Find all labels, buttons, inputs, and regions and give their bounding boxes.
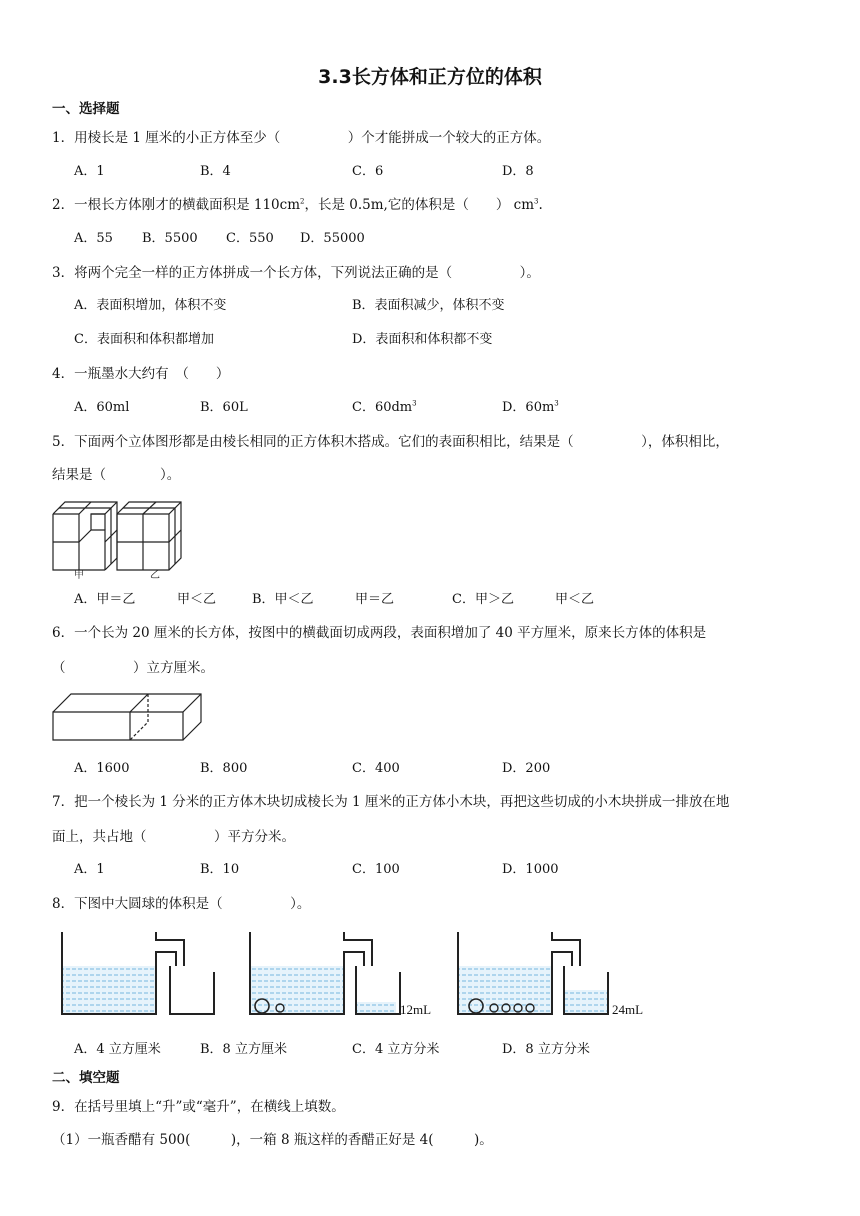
question-7-line-1: 7．把一个棱长为 1 分米的正方体木块切成棱长为 1 厘米的正方体小木块，再把这些切成的小木块拼成一排放在地 bbox=[52, 794, 730, 810]
q1-option-a[interactable]: A．1 bbox=[74, 164, 105, 179]
question-1-text: 1．用棱长是 1 厘米的小正方体至少（ ）个才能拼成一个较大的正方体。 bbox=[52, 130, 551, 146]
question-8-text: 8．下图中大圆球的体积是（ ）。 bbox=[52, 896, 311, 912]
q8-option-d[interactable]: D．8 立方分米 bbox=[502, 1042, 590, 1057]
q5-option-b-part2: 甲＝乙 bbox=[355, 592, 395, 607]
label-12ml: 12mL bbox=[400, 1002, 432, 1017]
label-24ml: 24mL bbox=[612, 1002, 644, 1017]
q5-option-a[interactable]: A．甲＝乙 bbox=[74, 592, 136, 607]
label-yi: 乙 bbox=[150, 570, 160, 581]
q7-option-b[interactable]: B．10 bbox=[200, 862, 240, 877]
question-3-text: 3．将两个完全一样的正方体拼成一个长方体，下列说法正确的是（ ）。 bbox=[52, 265, 540, 281]
q4-option-a[interactable]: A．60ml bbox=[74, 400, 130, 415]
q3-option-a[interactable]: A．表面积增加，体积不变 bbox=[74, 298, 227, 313]
q3-option-b[interactable]: B．表面积减少，体积不变 bbox=[352, 298, 505, 313]
q7-option-c[interactable]: C．100 bbox=[352, 862, 400, 877]
question-5-line-1: 5．下面两个立体图形都是由棱长相同的正方体积木搭成。它们的表面积相比，结果是（ ），体积相比， bbox=[52, 434, 729, 450]
q5-option-b[interactable]: B．甲＜乙 bbox=[252, 592, 314, 607]
question-2-text: 2．一根长方体刚才的横截面积是 $110cm^2$，长是 0.5m,它的体积是（ ） $cm^3$. bbox=[52, 197, 543, 213]
question-6-line-1: 6．一个长为 20 厘米的长方体，按图中的横截面切成两段，表面积增加了 40 平方厘米，原来长方体的体积是 bbox=[52, 625, 707, 641]
q2-option-a[interactable]: A．55 bbox=[74, 231, 113, 246]
q4-option-b[interactable]: B．60L bbox=[200, 400, 248, 415]
q6-option-a[interactable]: A．1600 bbox=[74, 761, 130, 776]
section-heading-fill: 二、填空题 bbox=[52, 1070, 120, 1086]
section-heading-choice: 一、选择题 bbox=[52, 101, 120, 117]
question-5-line-2: 结果是（ ）。 bbox=[52, 467, 181, 483]
question-9-sub-1: （1）一瓶香醋有 500( )，一箱 8 瓶这样的香醋正好是 4( )。 bbox=[52, 1132, 493, 1148]
q4-option-c[interactable]: C．$60dm^3$ bbox=[352, 399, 417, 415]
q5-option-c[interactable]: C．甲＞乙 bbox=[452, 592, 514, 607]
q2-option-d[interactable]: D．55000 bbox=[300, 231, 365, 246]
q5-option-c-part2: 甲＜乙 bbox=[555, 592, 595, 607]
q3-option-c[interactable]: C．表面积和体积都增加 bbox=[74, 332, 214, 347]
q7-option-d[interactable]: D．1000 bbox=[502, 862, 559, 877]
q2-option-c[interactable]: C．550 bbox=[226, 231, 274, 246]
q1-option-b[interactable]: B．4 bbox=[200, 164, 231, 179]
q1-option-c[interactable]: C．6 bbox=[352, 164, 384, 179]
overflow-cup-experiment-figure bbox=[60, 930, 660, 1020]
q8-option-b[interactable]: B．8 立方厘米 bbox=[200, 1042, 287, 1057]
cube-figures-jia-yi bbox=[50, 498, 180, 581]
q3-option-d[interactable]: D．表面积和体积都不变 bbox=[352, 332, 493, 347]
question-6-line-2: （ ）立方厘米。 bbox=[52, 660, 214, 676]
q4-option-d[interactable]: D．$60m^3$ bbox=[502, 399, 559, 415]
page-title: 3.3长方体和正方位的体积 bbox=[318, 66, 542, 88]
q1-option-d[interactable]: D．8 bbox=[502, 164, 534, 179]
q6-option-b[interactable]: B．800 bbox=[200, 761, 248, 776]
question-9-text: 9．在括号里填上“升”或“毫升”，在横线上填数。 bbox=[52, 1099, 345, 1115]
q2-option-b[interactable]: B．5500 bbox=[142, 231, 198, 246]
question-4-text: 4．一瓶墨水大约有 （ ） bbox=[52, 366, 230, 382]
q8-option-c[interactable]: C．4 立方分米 bbox=[352, 1042, 440, 1057]
question-7-line-2: 面上，共占地（ ）平方分米。 bbox=[52, 829, 295, 845]
q6-option-d[interactable]: D．200 bbox=[502, 761, 551, 776]
q7-option-a[interactable]: A．1 bbox=[74, 862, 105, 877]
q8-option-a[interactable]: A．4 立方厘米 bbox=[74, 1042, 161, 1057]
q5-option-a-part2: 甲＜乙 bbox=[177, 592, 217, 607]
q6-option-c[interactable]: C．400 bbox=[352, 761, 400, 776]
label-jia: 甲 bbox=[74, 570, 84, 581]
cuboid-cut-figure bbox=[52, 692, 207, 742]
